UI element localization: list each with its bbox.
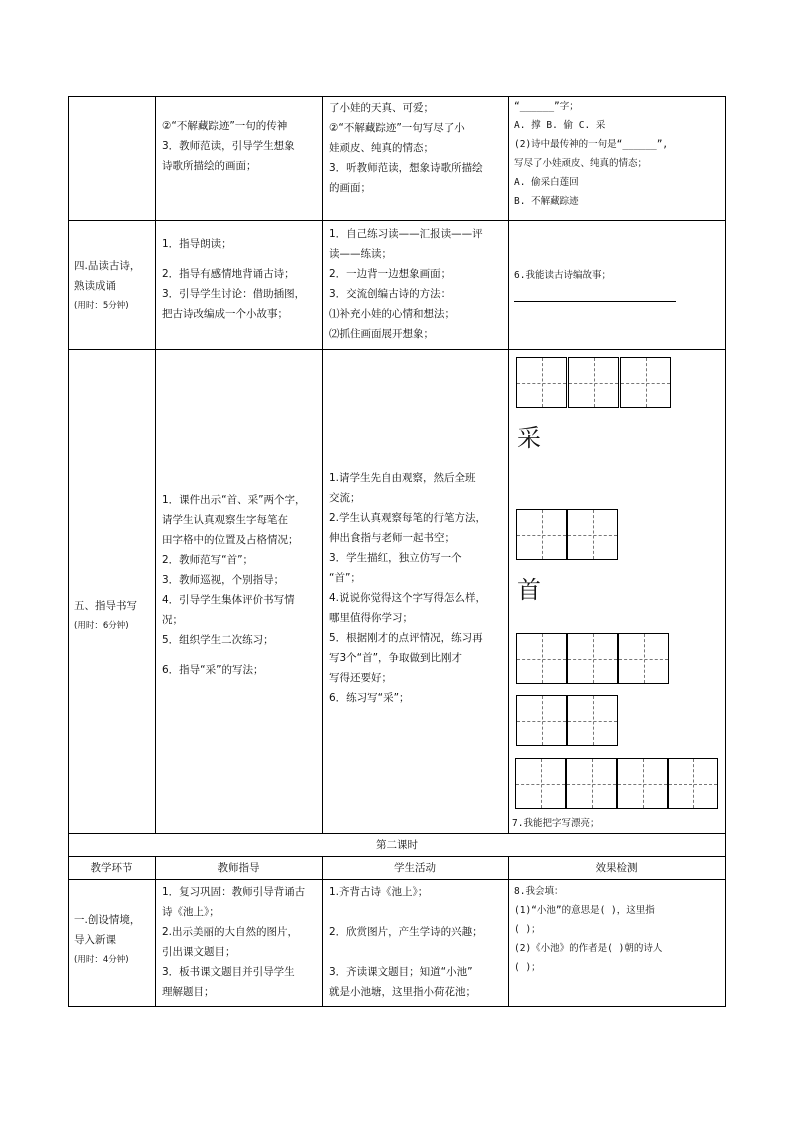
tianzige-box[interactable]: [516, 357, 567, 408]
s1-check-line: “______”字；: [514, 101, 579, 112]
s4-check-text: 6.我能读古诗编故事；: [514, 270, 611, 281]
s5-teacher-line: 3．教师巡视，个别指导；: [162, 574, 285, 586]
s5-student-line: 写3个“首”，争取做到比刚才: [329, 652, 463, 664]
tianzige-box[interactable]: [568, 357, 619, 408]
s1-student-cell: [329, 98, 483, 198]
table-border-right: [725, 96, 726, 1007]
s4-student-line: ⑴补充小娃的心情和想法；: [329, 308, 455, 320]
s4-teacher-line: 1．指导朗读；: [162, 238, 232, 250]
s4-step-line2: 熟读成诵: [74, 280, 116, 292]
s1b-check-line: (2)《小池》的作者是( )朝的诗人: [514, 943, 663, 954]
s1-check-line: A. 撑 B. 偷 C. 采: [514, 120, 606, 131]
header-teacher: 教师指导: [217, 862, 260, 874]
s5-teacher-line: 6．指导“采”的写法；: [162, 664, 264, 676]
s5-student-line: 写得还要好；: [329, 672, 392, 684]
s4-student-line: 读——练读；: [329, 248, 392, 260]
s1-teacher-line: 3．教师范读，引导学生想象: [162, 140, 295, 152]
s5-student-cell: [329, 468, 486, 708]
s1-teacher-cell: [162, 116, 295, 176]
s1b-step-cell: [74, 910, 140, 970]
s1-teacher-line: ②“不解藏踪迹”一句的传神: [162, 120, 288, 132]
s1-check-cell: [514, 97, 668, 211]
row-divider-2: [68, 349, 726, 350]
row-divider-4: [68, 856, 726, 857]
s5-student-line: 伸出食指与老师一起书空；: [329, 532, 455, 544]
s5-student-line: 6．练习写“采”；: [329, 692, 410, 704]
tianzige-box[interactable]: [516, 509, 567, 560]
s4-student-line: ⑵抓住画面展开想象；: [329, 328, 434, 340]
tianzige-box[interactable]: [567, 509, 618, 560]
s1b-step-line1: 一.创设情境，: [74, 914, 141, 926]
s1b-teacher-line: 1．复习巩固：教师引导背诵古: [162, 886, 306, 898]
lesson2-title: 第二课时: [376, 839, 418, 851]
s5-step-cell: [74, 596, 137, 636]
s1-check-line: 写尽了小娃顽皮、纯真的情态；: [514, 158, 648, 169]
tianzige-box[interactable]: [618, 633, 669, 684]
s1b-teacher-line: 引出课文题目；: [162, 946, 236, 958]
header-student: 学生活动: [394, 862, 436, 874]
s4-teacher-cell: [162, 234, 305, 324]
s1b-student-cell: [329, 882, 483, 1002]
tianzige-box[interactable]: [567, 695, 618, 746]
s1b-teacher-line: 2.出示美丽的大自然的图片，: [162, 926, 299, 938]
s1-student-line: 了小娃的天真、可爱；: [329, 102, 434, 114]
s1-teacher-line: 诗歌所描绘的画面；: [162, 160, 257, 172]
s5-teacher-line: 2．教师范写“首”；: [162, 554, 254, 566]
tianzige-box[interactable]: [516, 633, 567, 684]
s1-student-line: 娃顽皮、纯真的情态；: [329, 142, 434, 154]
s1b-check-line: ( )；: [514, 962, 541, 973]
s1b-student-line: 就是小池塘，这里指小荷花池；: [329, 986, 476, 998]
s5-teacher-line: 4．引导学生集体评价书写情: [162, 594, 295, 606]
row-divider-5: [68, 879, 726, 880]
s1-student-line: 的画面；: [329, 182, 371, 194]
s5-student-line: 3．学生描红，独立仿写一个: [329, 552, 462, 564]
model-char-shou: 首: [517, 576, 541, 604]
table-border-col2: [155, 96, 156, 833]
header-check: 效果检测: [595, 862, 638, 874]
tianzige-box[interactable]: [516, 695, 567, 746]
s5-check-cell: [512, 814, 599, 833]
s4-answer-line: [514, 301, 676, 302]
row-divider-1: [68, 220, 726, 221]
s1b-teacher-cell: [162, 882, 305, 1002]
s1-check-line: B. 不解藏踪迹: [514, 196, 579, 207]
s5-student-line: 5．根据刚才的点评情况，练习再: [329, 632, 483, 644]
tianzige-box[interactable]: [515, 758, 566, 809]
table-border-col3: [322, 96, 323, 833]
s5-student-line: 1.请学生先自由观察，然后全班: [329, 472, 476, 484]
s1-check-line: (2)诗中最传神的一句是“______”,: [514, 139, 669, 150]
s1b-student-line: 1.齐背古诗《池上》；: [329, 886, 429, 898]
s1b-teacher-line: 3．板书课文题目并引导学生: [162, 966, 295, 978]
s4-student-line: 2．一边背一边想象画面；: [329, 268, 452, 280]
s1-check-line: A. 偷采白莲回: [514, 177, 579, 188]
s4-student-line: 3．交流创编古诗的方法：: [329, 288, 452, 300]
table-border-bottom: [68, 1006, 726, 1007]
s4-check-cell: [514, 266, 611, 285]
s1-student-line: 3．听教师范读，想象诗歌所描绘: [329, 162, 483, 174]
s1b-check-cell: [514, 882, 662, 977]
s1b-teacher-line: 理解题目；: [162, 986, 215, 998]
table-border-col4: [508, 96, 509, 833]
s1b-step-line2: 导入新课: [74, 934, 116, 946]
s5-teacher-line: 请学生认真观察生字每笔在: [162, 514, 288, 526]
s4-student-cell: [329, 224, 483, 344]
s1-student-line: ②“不解藏踪迹”一句写尽了小: [329, 122, 465, 134]
header-step: 教学环节: [90, 862, 133, 874]
s1b-check-line: 8.我会填：: [514, 886, 564, 897]
s5-student-line: 4.说说你觉得这个字写得怎么样，: [329, 592, 487, 604]
s1b-check-line: ( )；: [514, 924, 541, 935]
s5-student-line: 交流；: [329, 492, 361, 504]
s4-teacher-line: 3．引导学生讨论：借助插图，: [162, 288, 306, 300]
s5-check-text: 7.我能把字写漂亮；: [512, 818, 600, 829]
tianzige-box[interactable]: [668, 758, 718, 809]
s1b-check-line: (1)“小池”的意思是( )，这里指: [514, 905, 655, 916]
s4-step-time: (用时：5分钟): [74, 301, 129, 311]
s5-student-line: 哪里值得你学习；: [329, 612, 413, 624]
tianzige-box[interactable]: [617, 758, 668, 809]
s1b-student-line: 3．齐读课文题目；知道“小池”: [329, 966, 473, 978]
s4-step-cell: [74, 256, 140, 316]
row-divider-3: [68, 833, 726, 834]
s1b-step-time: (用时：4分钟): [74, 955, 129, 965]
s4-teacher-line: 2．指导有感情地背诵古诗；: [162, 268, 295, 280]
s4-student-line: 1．自己练习读——汇报读——评: [329, 228, 483, 240]
s5-teacher-line: 田字格中的位置及占格情况；: [162, 534, 299, 546]
s1b-student-line: 2．欣赏图片，产生学诗的兴趣；: [329, 926, 483, 938]
s5-student-line: “首”；: [329, 572, 361, 584]
s1b-teacher-line: 诗《池上》；: [162, 906, 220, 918]
s5-step-label: 五、指导书写: [74, 600, 137, 612]
s5-teacher-line: 1．课件出示“首、采”两个字，: [162, 494, 306, 506]
tianzige-box[interactable]: [566, 758, 617, 809]
s4-step-line1: 四.品读古诗，: [74, 260, 141, 272]
model-char-cai: 采: [517, 424, 541, 452]
s5-student-line: 2.学生认真观察每笔的行笔方法，: [329, 512, 487, 524]
s5-step-time: (用时：6分钟): [74, 621, 129, 631]
s5-teacher-line: 5．组织学生二次练习；: [162, 634, 274, 646]
tianzige-box[interactable]: [620, 357, 671, 408]
s5-teacher-line: 况；: [162, 614, 183, 626]
tianzige-box[interactable]: [567, 633, 618, 684]
s4-teacher-line: 把古诗改编成一个小故事；: [162, 308, 288, 320]
s5-teacher-cell: [162, 490, 306, 680]
